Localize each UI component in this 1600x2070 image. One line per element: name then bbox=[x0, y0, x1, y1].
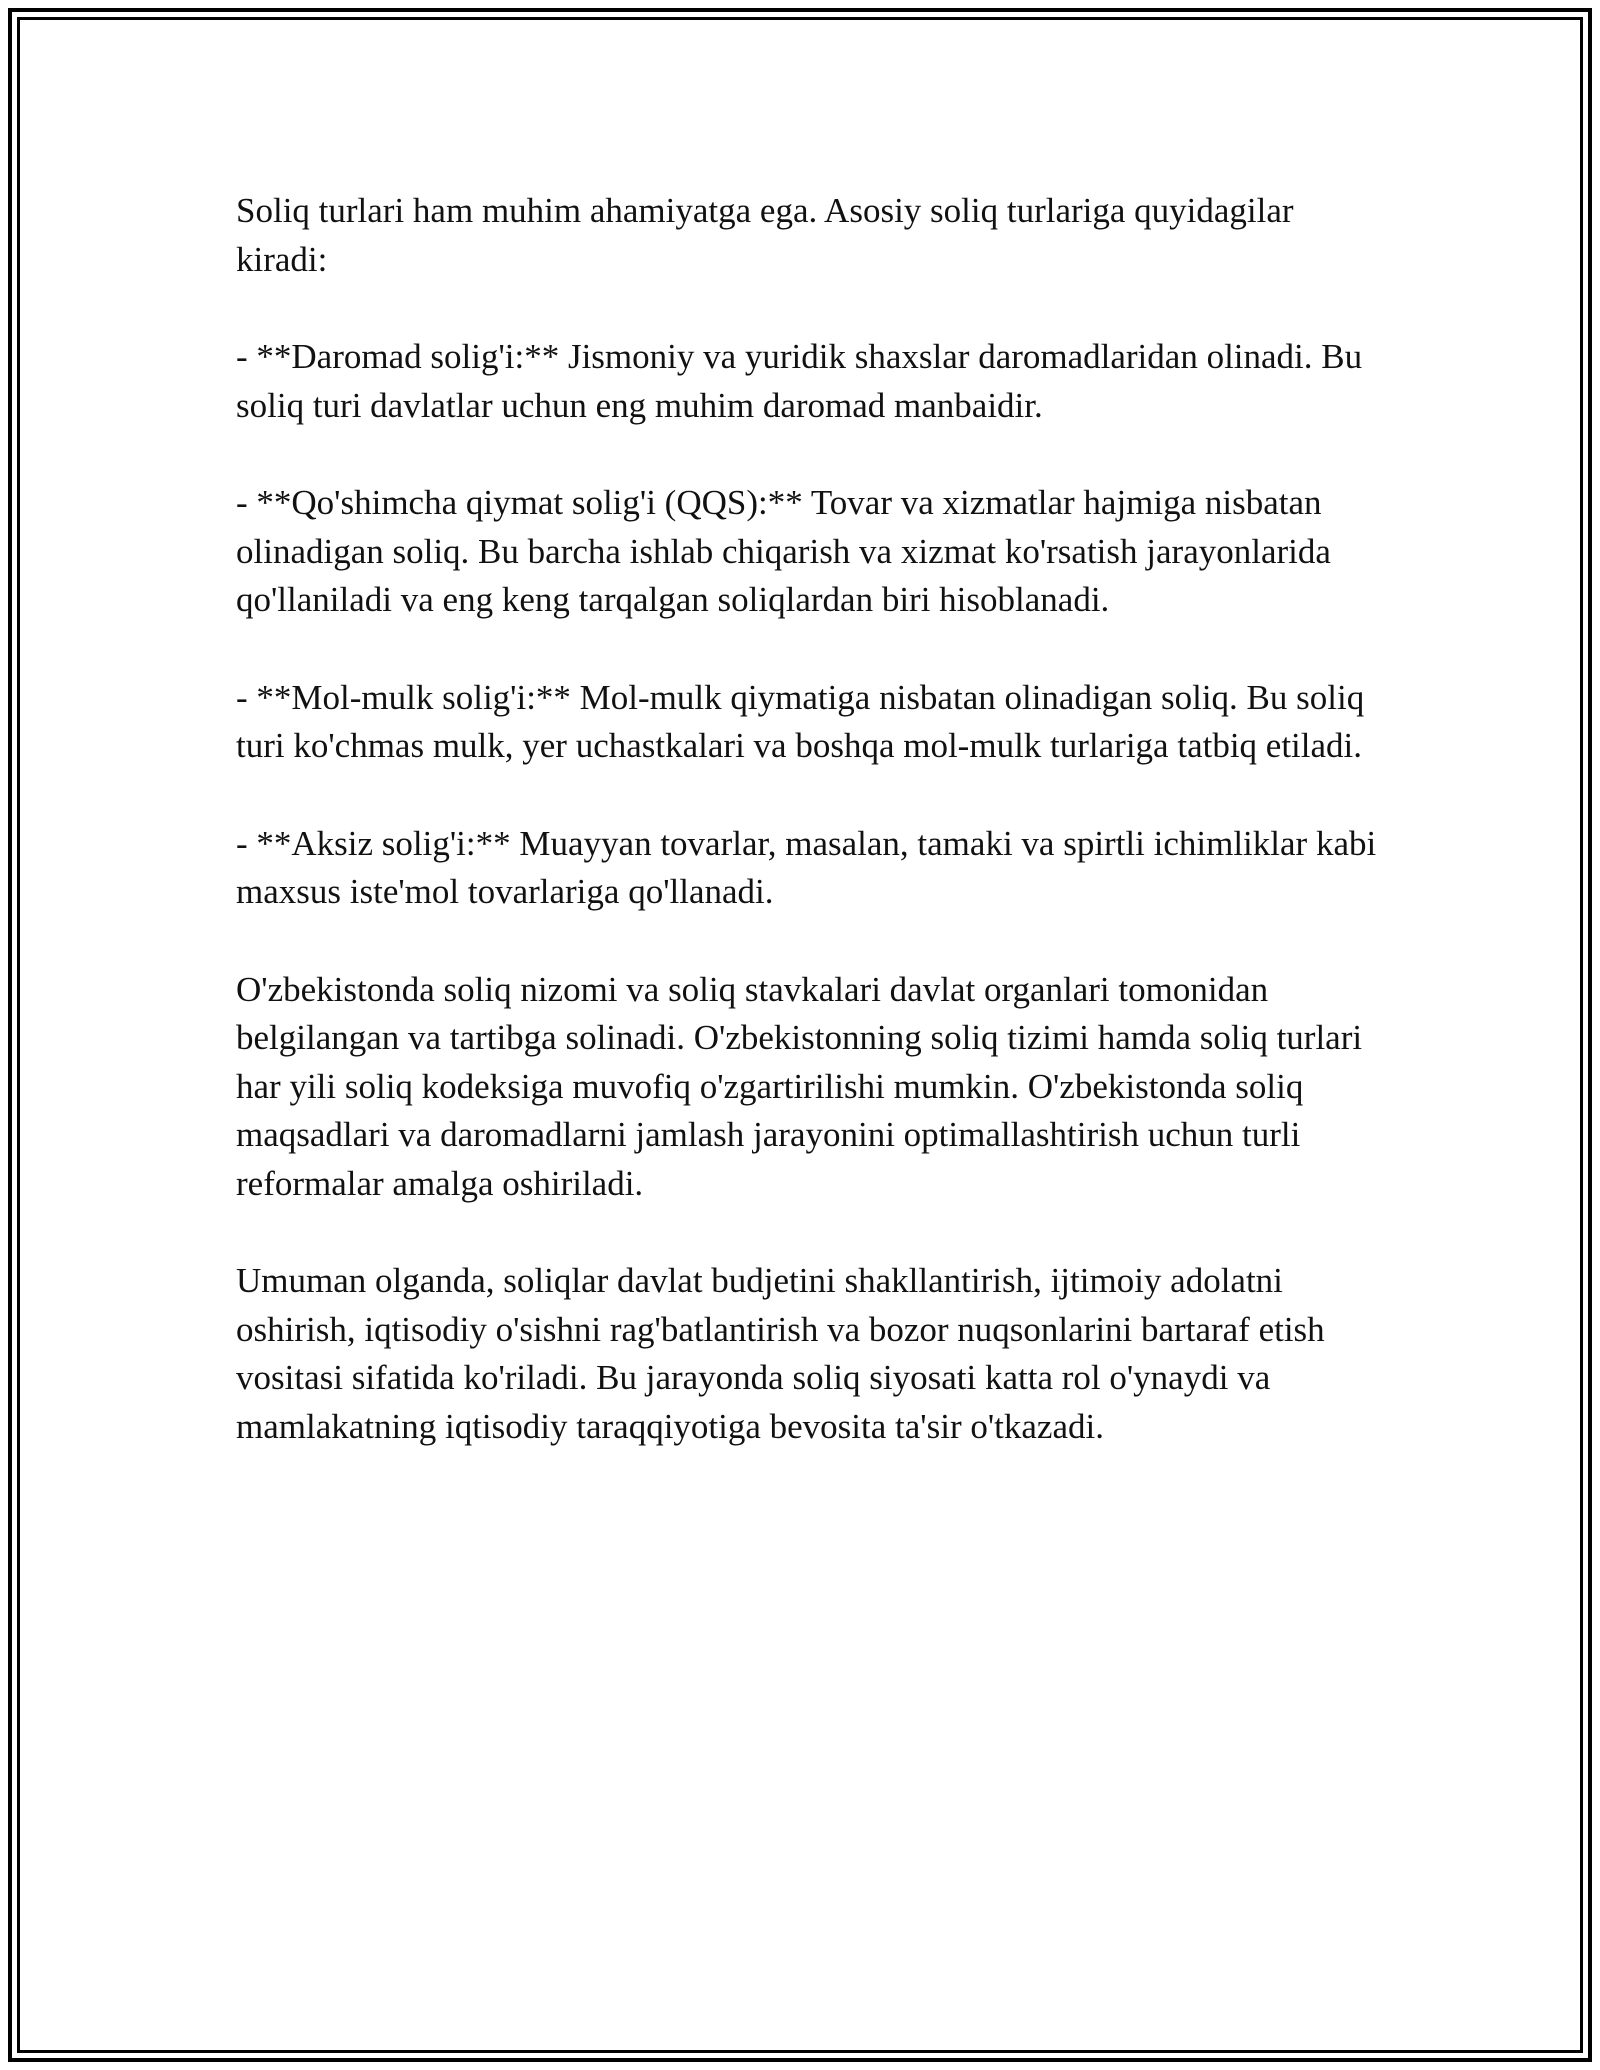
uzbekistan-tax-paragraph: O'zbekistonda soliq nizomi va soliq stavkalari davlat organlari tomonidan belgilangan va tartibga solinadi. O'zbekistonning soliq tizimi hamda soliq turlari har yili soliq kodeksiga muvofiq o'zgartirilishi mumkin. O'zbekistonda soliq maqsadlari va daromadlarni jamlash jarayonini optimallashtirish uchun turli reformalar amalga oshiriladi. bbox=[236, 969, 1363, 1203]
list-item-property-tax: - **Mol-mulk solig'i:** Mol-mulk qiymatiga nisbatan olinadigan soliq. Bu soliq turi ko'chmas mulk, yer uchastkalari va boshqa mol-mulk turlariga tatbiq etiladi. bbox=[236, 677, 1365, 765]
list-item-income-tax: - **Daromad solig'i:** Jismoniy va yuridik shaxslar daromadlaridan olinadi. Bu soliq turi davlatlar uchun eng muhim daromad manbaidir. bbox=[236, 337, 1363, 425]
list-item-excise-tax: - **Aksiz solig'i:** Muayyan tovarlar, masalan, tamaki va spirtli ichimliklar kabi maxsus iste'mol tovarlariga qo'llanadi. bbox=[236, 823, 1377, 911]
list-item-vat: - **Qo'shimcha qiymat solig'i (QQS):** Tovar va xizmatlar hajmiga nisbatan olinadigan soliq. Bu barcha ishlab chiqarish va xizmat ko'rsatish jarayonlarida qo'llaniladi va eng keng tarqalgan soliqlardan biri hisoblanadi. bbox=[236, 483, 1331, 619]
document-body bbox=[236, 187, 1386, 1500]
intro-paragraph: Soliq turlari ham muhim ahamiyatga ega. Asosiy soliq turlariga quyidagilar kiradi: bbox=[236, 191, 1294, 279]
conclusion-paragraph: Umuman olganda, soliqlar davlat budjetini shakllantirish, ijtimoiy adolatni oshirish, iqtisodiy o'sishni rag'batlantirish va bozor nuqsonlarini bartaraf etish vositasi sifatida ko'riladi. Bu jarayonda soliq siyosati katta rol o'ynaydi va mamlakatning iqtisodiy taraqqiyotiga bevosita ta'sir o'tkazadi. bbox=[236, 1261, 1325, 1446]
